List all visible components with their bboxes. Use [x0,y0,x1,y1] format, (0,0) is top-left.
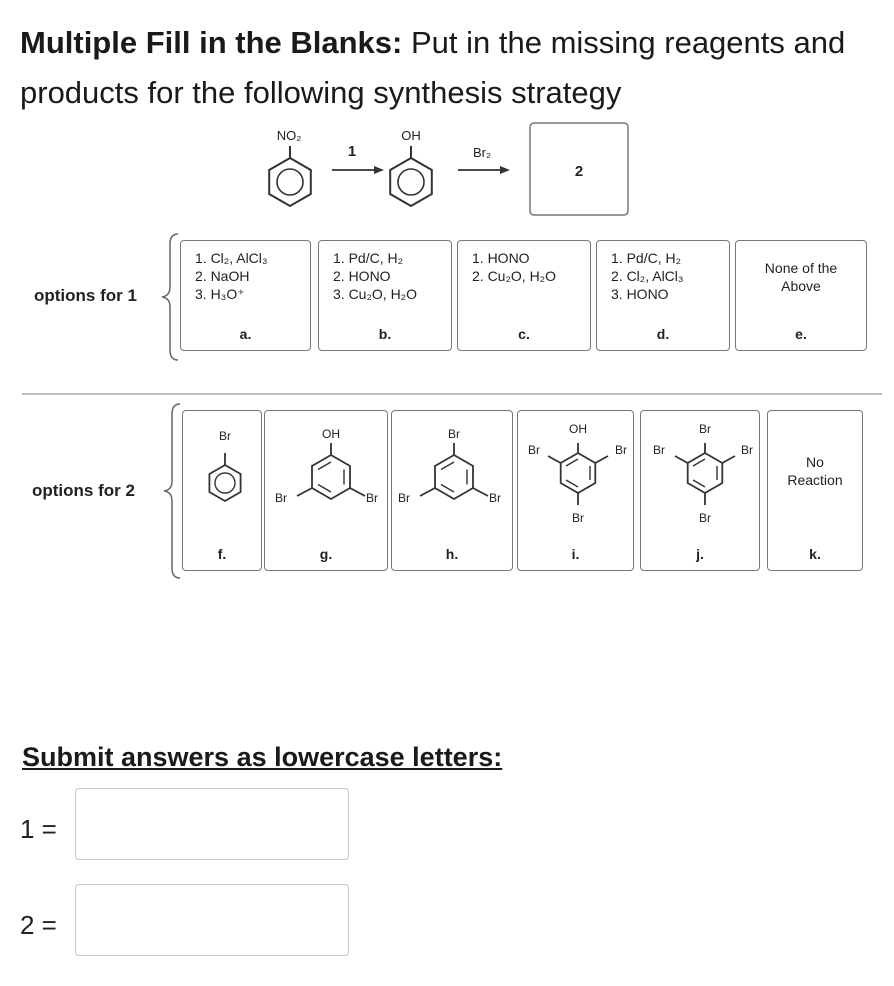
title-bold: Multiple Fill in the Blanks: [20,25,403,60]
answers-heading: Submit answers as lowercase letters: [22,742,503,772]
oh-label: OH [322,427,340,441]
bromine-reagent-label: Br₂ [472,145,492,160]
divider [22,393,882,395]
br-label-bottom: Br [699,511,711,525]
nitrobenzene-structure [269,146,311,206]
option-b-reagents: 1. Pd/C, H₂ 2. HONO 3. Cu₂O, H₂O [333,250,417,302]
option-f-letter: f. [217,546,227,562]
br-label-right: Br [615,443,627,457]
option-d[interactable] [596,240,730,351]
option-e-text: None of the Above [764,260,838,294]
answer-2-label: 2 = [20,910,57,940]
option-k-text: No Reaction [787,454,843,488]
option-j-letter: j. [696,546,704,562]
product-label: 2 [574,163,584,180]
br-label-left: Br [275,491,287,505]
br-label-right: Br [741,443,753,457]
option-b-letter: b. [378,326,392,342]
hydroxyl-group-label: OH [401,128,421,143]
option-k[interactable] [767,410,863,571]
option-b[interactable] [318,240,452,351]
step-1-label: 1 [347,143,357,160]
nitro-group-label: NO₂ [276,128,302,143]
options-1-brace [160,232,180,362]
answer-2-input[interactable] [75,884,349,956]
option-d-reagents: 1. Pd/C, H₂ 2. Cl₂, AlCl₃ 3. HONO [611,250,684,302]
answer-1-label: 1 = [20,814,57,844]
br-label: Br [219,429,231,443]
option-h[interactable] [391,410,513,571]
reaction-scheme [0,0,894,230]
answer-1-input[interactable] [75,788,349,860]
br-label-left: Br [398,491,410,505]
option-f[interactable] [182,410,262,571]
options-1-label: options for 1 [34,286,137,305]
option-e-letter: e. [795,326,807,342]
br-label-top: Br [699,422,711,436]
br-label-bottom: Br [572,511,584,525]
option-a[interactable] [180,240,311,351]
br-label-right: Br [366,491,378,505]
phenol-structure [390,146,432,206]
br-label-right: Br [489,491,501,505]
options-2-brace [162,402,182,580]
option-j[interactable] [640,410,760,571]
option-g[interactable] [264,410,388,571]
br-label-left: Br [528,443,540,457]
option-d-letter: d. [656,326,670,342]
option-c[interactable] [457,240,591,351]
arrow-step-2 [458,166,510,174]
option-a-reagents: 1. Cl₂, AlCl₃ 2. NaOH 3. H₃O⁺ [195,250,268,302]
option-a-letter: a. [239,326,252,342]
option-h-letter: h. [445,546,459,562]
title-text: Put in the missing reagents and products for the following synthesis strategy [20,25,846,110]
br-label-left: Br [653,443,665,457]
option-k-letter: k. [809,546,821,562]
br-label-top: Br [448,427,460,441]
options-2-label: options for 2 [32,481,135,500]
option-i[interactable] [517,410,634,571]
option-g-letter: g. [319,546,333,562]
option-i-letter: i. [571,546,580,562]
option-c-reagents: 1. HONO 2. Cu₂O, H₂O [472,250,556,284]
option-e[interactable] [735,240,867,351]
oh-label: OH [569,422,587,436]
option-c-letter: c. [518,326,530,342]
arrow-step-1 [332,166,384,174]
